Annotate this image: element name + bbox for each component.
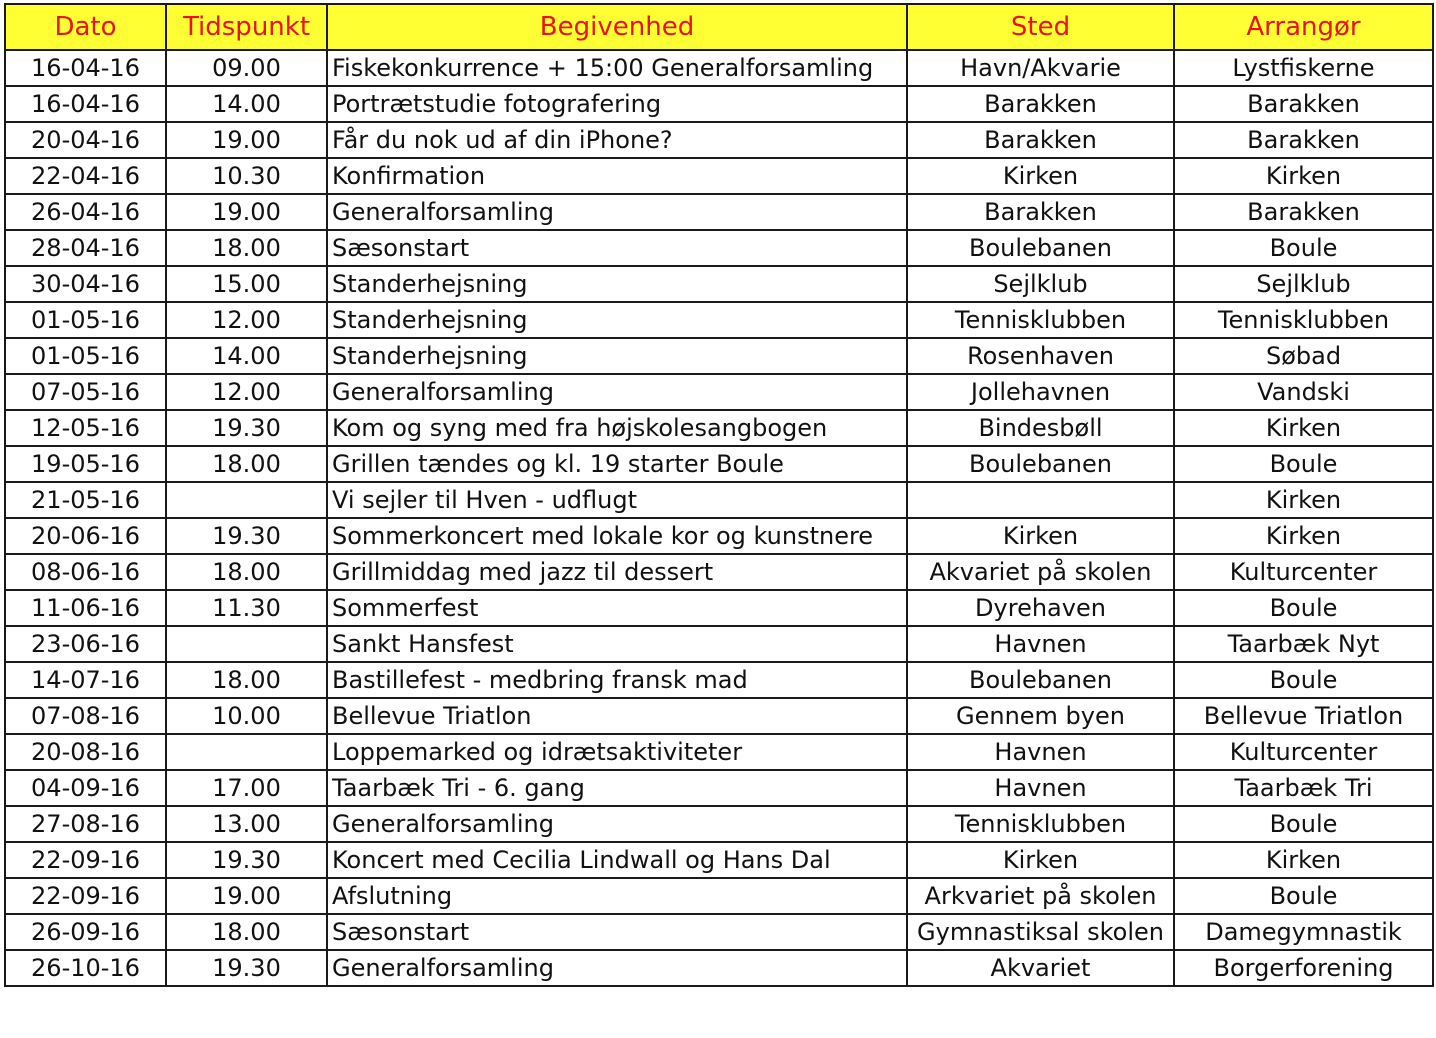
cell-time: 10.00 <box>166 698 327 734</box>
table-row <box>5 374 1433 410</box>
cell-event: Konfirmation <box>327 158 907 194</box>
cell-organizer: Vandski <box>1174 374 1433 410</box>
table-row <box>5 50 1433 86</box>
cell-event: Portrætstudie fotografering <box>327 86 907 122</box>
cell-date: 30-04-16 <box>5 266 166 302</box>
cell-time: 18.00 <box>166 662 327 698</box>
cell-time: 19.00 <box>166 878 327 914</box>
cell-place: Tennisklubben <box>907 806 1174 842</box>
cell-event: Sæsonstart <box>327 914 907 950</box>
cell-date: 16-04-16 <box>5 50 166 86</box>
cell-time: 11.30 <box>166 590 327 626</box>
cell-organizer: Barakken <box>1174 122 1433 158</box>
table-row <box>5 950 1433 986</box>
cell-organizer: Boule <box>1174 446 1433 482</box>
cell-organizer: Kulturcenter <box>1174 734 1433 770</box>
header-event: Begivenhed <box>327 4 907 50</box>
cell-event: Vi sejler til Hven - udflugt <box>327 482 907 518</box>
table-row <box>5 734 1433 770</box>
cell-date: 26-04-16 <box>5 194 166 230</box>
cell-organizer: Damegymnastik <box>1174 914 1433 950</box>
cell-place: Arkvariet på skolen <box>907 878 1174 914</box>
table-row <box>5 518 1433 554</box>
cell-date: 04-09-16 <box>5 770 166 806</box>
cell-organizer: Taarbæk Tri <box>1174 770 1433 806</box>
cell-time: 18.00 <box>166 446 327 482</box>
cell-organizer: Kirken <box>1174 158 1433 194</box>
cell-date: 26-10-16 <box>5 950 166 986</box>
cell-time <box>166 626 327 662</box>
table-row <box>5 914 1433 950</box>
table-row <box>5 266 1433 302</box>
cell-event: Taarbæk Tri - 6. gang <box>327 770 907 806</box>
cell-event: Sæsonstart <box>327 230 907 266</box>
cell-time <box>166 482 327 518</box>
cell-place: Barakken <box>907 122 1174 158</box>
cell-place <box>907 482 1174 518</box>
cell-organizer: Søbad <box>1174 338 1433 374</box>
cell-date: 21-05-16 <box>5 482 166 518</box>
header-row <box>5 4 1433 50</box>
cell-event: Loppemarked og idrætsaktiviteter <box>327 734 907 770</box>
cell-date: 07-08-16 <box>5 698 166 734</box>
cell-date: 01-05-16 <box>5 302 166 338</box>
cell-event: Sommerfest <box>327 590 907 626</box>
cell-event: Grillmiddag med jazz til dessert <box>327 554 907 590</box>
cell-date: 16-04-16 <box>5 86 166 122</box>
cell-date: 14-07-16 <box>5 662 166 698</box>
table-header <box>5 4 1433 50</box>
cell-place: Havnen <box>907 770 1174 806</box>
cell-time: 17.00 <box>166 770 327 806</box>
header-date: Dato <box>5 4 166 50</box>
cell-date: 22-09-16 <box>5 842 166 878</box>
cell-time: 18.00 <box>166 230 327 266</box>
table-row <box>5 446 1433 482</box>
cell-date: 23-06-16 <box>5 626 166 662</box>
cell-time: 15.00 <box>166 266 327 302</box>
cell-organizer: Kirken <box>1174 410 1433 446</box>
cell-time: 09.00 <box>166 50 327 86</box>
cell-time: 12.00 <box>166 374 327 410</box>
cell-organizer: Tennisklubben <box>1174 302 1433 338</box>
cell-date: 08-06-16 <box>5 554 166 590</box>
cell-organizer: Bellevue Triatlon <box>1174 698 1433 734</box>
cell-date: 01-05-16 <box>5 338 166 374</box>
cell-date: 26-09-16 <box>5 914 166 950</box>
table-body <box>5 50 1433 986</box>
cell-place: Kirken <box>907 518 1174 554</box>
cell-place: Barakken <box>907 86 1174 122</box>
cell-place: Kirken <box>907 158 1174 194</box>
cell-organizer: Taarbæk Nyt <box>1174 626 1433 662</box>
cell-date: 19-05-16 <box>5 446 166 482</box>
cell-event: Afslutning <box>327 878 907 914</box>
table-row <box>5 878 1433 914</box>
cell-organizer: Boule <box>1174 878 1433 914</box>
table-row <box>5 194 1433 230</box>
cell-place: Boulebanen <box>907 230 1174 266</box>
cell-organizer: Boule <box>1174 590 1433 626</box>
cell-event: Bastillefest - medbring fransk mad <box>327 662 907 698</box>
cell-event: Kom og syng med fra højskolesangbogen <box>327 410 907 446</box>
cell-date: 20-06-16 <box>5 518 166 554</box>
cell-organizer: Lystfiskerne <box>1174 50 1433 86</box>
cell-time: 19.30 <box>166 842 327 878</box>
table-row <box>5 770 1433 806</box>
table-row <box>5 122 1433 158</box>
cell-organizer: Borgerforening <box>1174 950 1433 986</box>
cell-time: 19.00 <box>166 122 327 158</box>
events-table <box>4 3 1434 987</box>
cell-organizer: Boule <box>1174 806 1433 842</box>
table-row <box>5 842 1433 878</box>
header-place: Sted <box>907 4 1174 50</box>
cell-event: Bellevue Triatlon <box>327 698 907 734</box>
cell-organizer: Sejlklub <box>1174 266 1433 302</box>
cell-event: Grillen tændes og kl. 19 starter Boule <box>327 446 907 482</box>
cell-place: Tennisklubben <box>907 302 1174 338</box>
cell-event: Sankt Hansfest <box>327 626 907 662</box>
cell-event: Standerhejsning <box>327 302 907 338</box>
cell-date: 27-08-16 <box>5 806 166 842</box>
cell-place: Kirken <box>907 842 1174 878</box>
cell-place: Sejlklub <box>907 266 1174 302</box>
cell-place: Jollehavnen <box>907 374 1174 410</box>
cell-time: 19.00 <box>166 194 327 230</box>
cell-place: Havn/Akvarie <box>907 50 1174 86</box>
table-row <box>5 806 1433 842</box>
cell-event: Sommerkoncert med lokale kor og kunstnere <box>327 518 907 554</box>
cell-place: Havnen <box>907 626 1174 662</box>
cell-time: 18.00 <box>166 554 327 590</box>
cell-place: Gennem byen <box>907 698 1174 734</box>
cell-event: Standerhejsning <box>327 338 907 374</box>
cell-date: 28-04-16 <box>5 230 166 266</box>
cell-organizer: Kirken <box>1174 518 1433 554</box>
cell-time <box>166 734 327 770</box>
header-organizer: Arrangør <box>1174 4 1433 50</box>
cell-place: Akvariet på skolen <box>907 554 1174 590</box>
cell-time: 12.00 <box>166 302 327 338</box>
table-row <box>5 302 1433 338</box>
cell-organizer: Kirken <box>1174 842 1433 878</box>
cell-place: Gymnastiksal skolen <box>907 914 1174 950</box>
cell-time: 10.30 <box>166 158 327 194</box>
cell-date: 20-08-16 <box>5 734 166 770</box>
table-row <box>5 158 1433 194</box>
cell-time: 13.00 <box>166 806 327 842</box>
cell-time: 18.00 <box>166 914 327 950</box>
cell-organizer: Kulturcenter <box>1174 554 1433 590</box>
table-row <box>5 626 1433 662</box>
table-row <box>5 338 1433 374</box>
cell-organizer: Kirken <box>1174 482 1433 518</box>
cell-place: Boulebanen <box>907 662 1174 698</box>
cell-time: 19.30 <box>166 410 327 446</box>
cell-event: Generalforsamling <box>327 806 907 842</box>
table-row <box>5 482 1433 518</box>
table-row <box>5 662 1433 698</box>
cell-event: Koncert med Cecilia Lindwall og Hans Dal <box>327 842 907 878</box>
cell-place: Rosenhaven <box>907 338 1174 374</box>
cell-date: 20-04-16 <box>5 122 166 158</box>
cell-time: 14.00 <box>166 338 327 374</box>
cell-place: Boulebanen <box>907 446 1174 482</box>
table-row <box>5 590 1433 626</box>
table-row <box>5 698 1433 734</box>
cell-organizer: Boule <box>1174 662 1433 698</box>
cell-date: 22-09-16 <box>5 878 166 914</box>
header-time: Tidspunkt <box>166 4 327 50</box>
cell-time: 14.00 <box>166 86 327 122</box>
cell-event: Generalforsamling <box>327 194 907 230</box>
table-row <box>5 230 1433 266</box>
cell-date: 11-06-16 <box>5 590 166 626</box>
cell-time: 19.30 <box>166 950 327 986</box>
cell-event: Standerhejsning <box>327 266 907 302</box>
cell-date: 22-04-16 <box>5 158 166 194</box>
table-row <box>5 410 1433 446</box>
cell-organizer: Barakken <box>1174 194 1433 230</box>
table-row <box>5 86 1433 122</box>
cell-event: Generalforsamling <box>327 374 907 410</box>
cell-place: Barakken <box>907 194 1174 230</box>
cell-place: Akvariet <box>907 950 1174 986</box>
cell-event: Fiskekonkurrence + 15:00 Generalforsamling <box>327 50 907 86</box>
cell-place: Havnen <box>907 734 1174 770</box>
cell-place: Dyrehaven <box>907 590 1174 626</box>
cell-date: 07-05-16 <box>5 374 166 410</box>
cell-event: Får du nok ud af din iPhone? <box>327 122 907 158</box>
cell-time: 19.30 <box>166 518 327 554</box>
cell-organizer: Barakken <box>1174 86 1433 122</box>
cell-organizer: Boule <box>1174 230 1433 266</box>
table-row <box>5 554 1433 590</box>
cell-date: 12-05-16 <box>5 410 166 446</box>
cell-event: Generalforsamling <box>327 950 907 986</box>
cell-place: Bindesbøll <box>907 410 1174 446</box>
